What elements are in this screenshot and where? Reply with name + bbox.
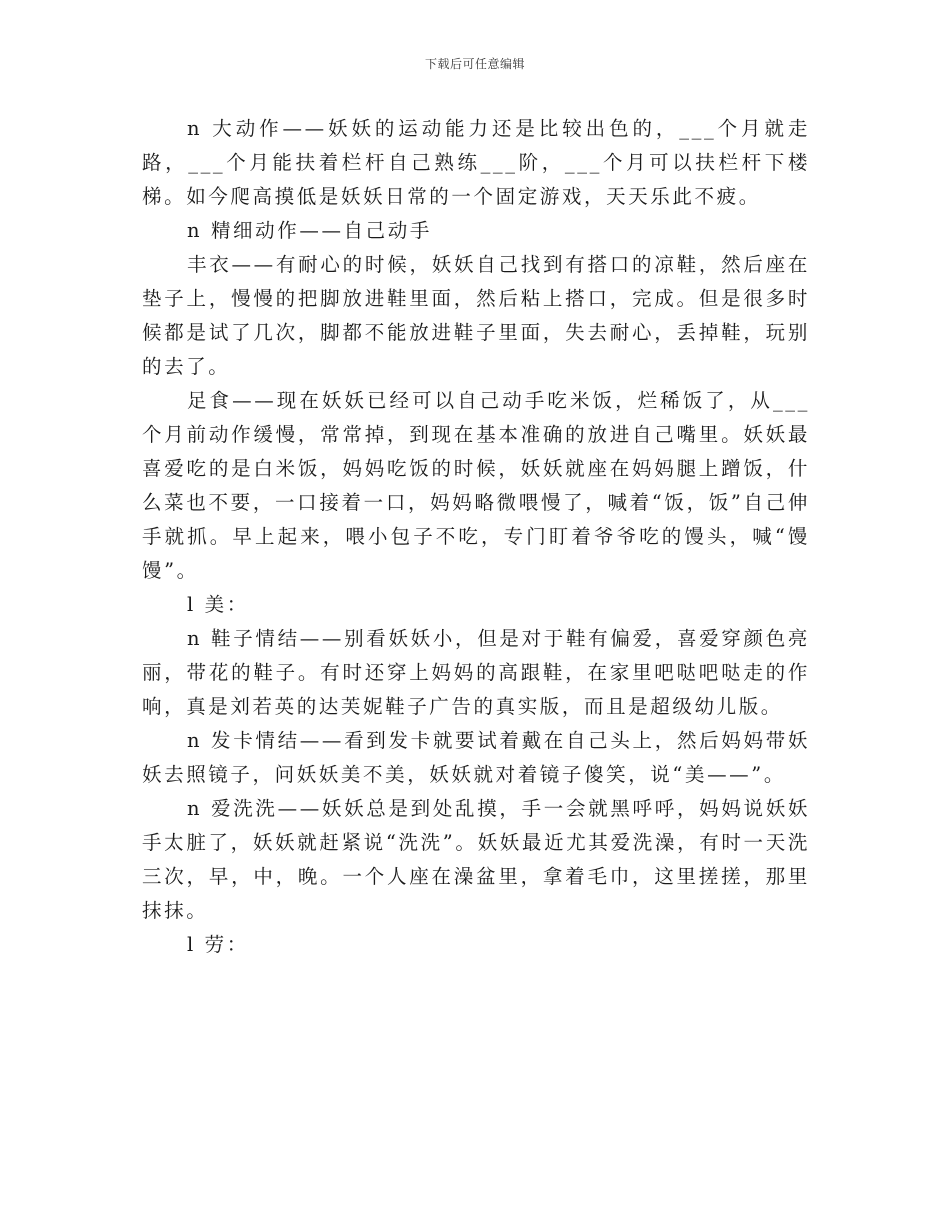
paragraph-dressing: 丰衣——有耐心的时候，妖妖自己找到有搭口的凉鞋，然后座在垫子上，慢慢的把脚放进鞋里面，然后粘上搭口，完成。但是很多时候都是试了几次，脚都不能放进鞋子里面，失去耐心，丢掉鞋，玩别的去了。	[142, 253, 810, 378]
paragraph-eating: 足食——现在妖妖已经可以自己动手吃米饭，烂稀饭了，从___个月前动作缓慢，常常掉，到现在基本准确的放进自己嘴里。妖妖最喜爱吃的是白米饭，妈妈吃饭的时候，妖妖就座在妈妈腿上蹭饭，什么菜也不要，一口接着一口，妈妈略微喂慢了，喊着“饭，饭”自己伸手就抓。早上起来，喂小包子不吃，专门盯着爷爷吃的馒头，喊“馒馒”。	[142, 389, 810, 582]
document-body	[142, 112, 810, 962]
paragraph-hairclip: n 发卡情结——看到发卡就要试着戴在自己头上，然后妈妈带妖妖去照镜子，问妖妖美不美，妖妖就对着镜子傻笑，说“美——”。	[142, 729, 810, 786]
paragraph-washing: n 爱洗洗——妖妖总是到处乱摸，手一会就黑呼呼，妈妈说妖妖手太脏了，妖妖就赶紧说“洗洗”。妖妖最近尤其爱洗澡，有时一天洗三次，早，中，晚。一个人座在澡盆里，拿着毛巾，这里搓搓，那里抹抹。	[142, 797, 810, 922]
paragraph-shoes: n 鞋子情结——别看妖妖小，但是对于鞋有偏爱，喜爱穿颜色亮丽，带花的鞋子。有时还穿上妈妈的高跟鞋，在家里吧哒吧哒走的作响，真是刘若英的达芙妮鞋子广告的真实版，而且是超级幼儿版。	[142, 627, 810, 718]
paragraph-labor-heading: l 劳：	[187, 933, 249, 956]
paragraph-gross-motor: n 大动作——妖妖的运动能力还是比较出色的，___个月就走路，___个月能扶着栏杆自己熟练___阶，___个月可以扶栏杆下楼梯。如今爬高摸低是妖妖日常的一个固定游戏，天天乐此不疲。	[142, 117, 810, 208]
paragraph-beauty-heading: l 美：	[187, 593, 249, 616]
paragraph-fine-motor-heading: n 精细动作——自己动手	[187, 219, 432, 242]
page-header: 下载后可任意编辑	[424, 57, 525, 71]
